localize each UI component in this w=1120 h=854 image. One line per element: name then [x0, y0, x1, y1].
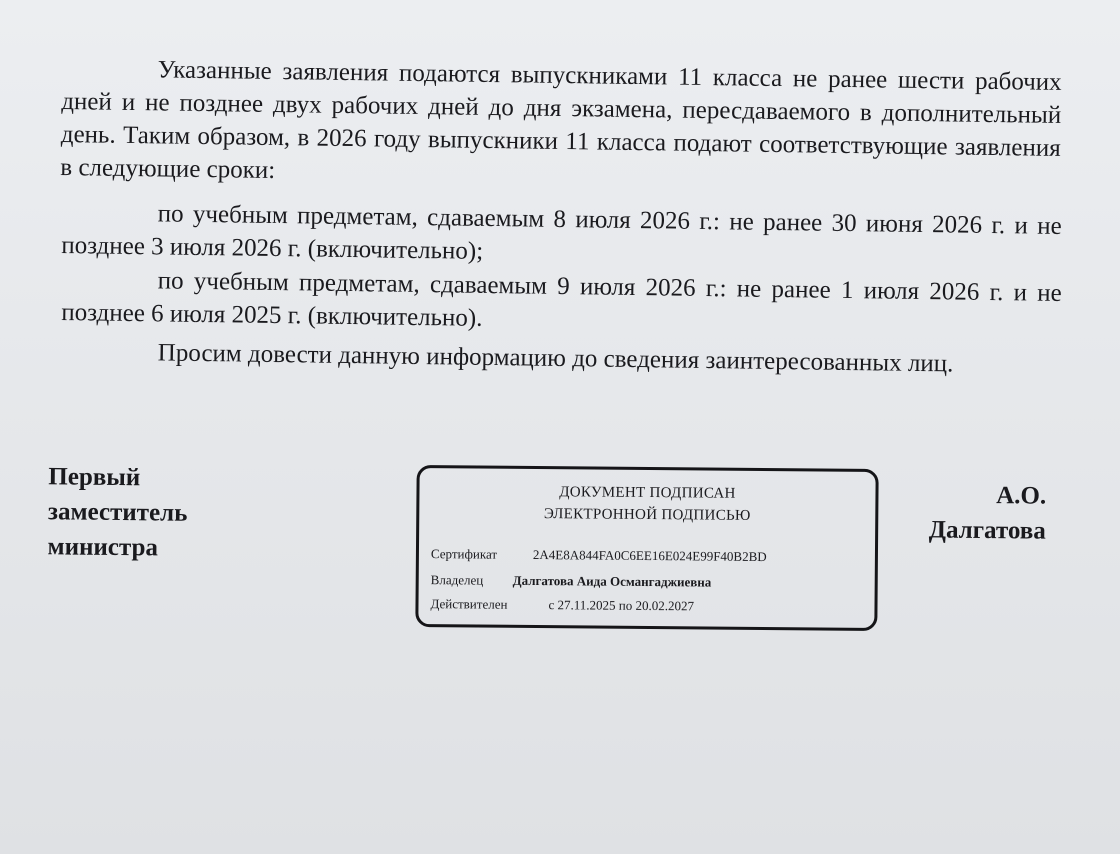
stamp-certificate-row — [431, 546, 767, 565]
owner-value: Далгатова Аида Османгаджиевна — [512, 572, 712, 590]
stamp-validity-row — [430, 596, 694, 614]
signatory-name — [929, 477, 1047, 548]
stamp-title-line: ДОКУМЕНТ ПОДПИСАН — [559, 484, 736, 502]
validity-label: Действителен — [430, 596, 508, 612]
paragraph-applications-intro — [60, 52, 1062, 198]
signatory-position — [47, 459, 187, 565]
indent — [62, 287, 158, 288]
owner-label: Владелец — [430, 572, 484, 588]
paragraph-july-9-deadline — [61, 263, 1062, 343]
certificate-label: Сертификат — [430, 546, 498, 562]
name-initials: А.О. — [996, 482, 1047, 510]
indent — [62, 76, 158, 77]
paragraph-text: по учебным предметам, сдаваемым 9 июля 2026 г.: не ранее 1 июля 2026 г. и не позднее 6 июля 2025 г. (включительно). — [61, 267, 1062, 332]
certificate-value: 2A4E8A844FA0C6EE16E024E99F40B2BD — [532, 547, 767, 565]
indent — [62, 220, 158, 221]
paragraph-july-8-deadline — [61, 196, 1062, 276]
name-surname: Далгатова — [928, 516, 1046, 545]
position-line: министра — [47, 533, 159, 562]
paragraph-request — [62, 335, 1062, 382]
position-line: заместитель — [47, 498, 188, 527]
validity-value: с 27.11.2025 по 20.02.2027 — [548, 597, 695, 614]
indent — [62, 359, 158, 360]
stamp-title — [419, 480, 875, 528]
electronic-signature-stamp — [415, 465, 878, 631]
paragraph-text: Просим довести данную информацию до сведения заинтересованных лиц. — [157, 339, 954, 378]
stamp-title-line: ЭЛЕКТРОННОЙ ПОДПИСЬЮ — [543, 506, 751, 524]
paragraph-text: по учебным предметам, сдаваемым 8 июля 2026 г.: не ранее 30 июня 2026 г. и не позднее 3 июля 2026 г. (включительно); — [61, 200, 1062, 265]
position-line: Первый — [48, 463, 141, 492]
stamp-owner-row — [431, 572, 712, 590]
paragraph-text: Указанные заявления подаются выпускниками 11 класса не ранее шести рабочих дней и не позднее двух рабочих дней до дня экзамена, пересдаваемого в дополнительный день. Таким образом, в 2026 году выпускники 11 класса подают соответствующие заявления в следующие сроки: — [60, 56, 1062, 184]
